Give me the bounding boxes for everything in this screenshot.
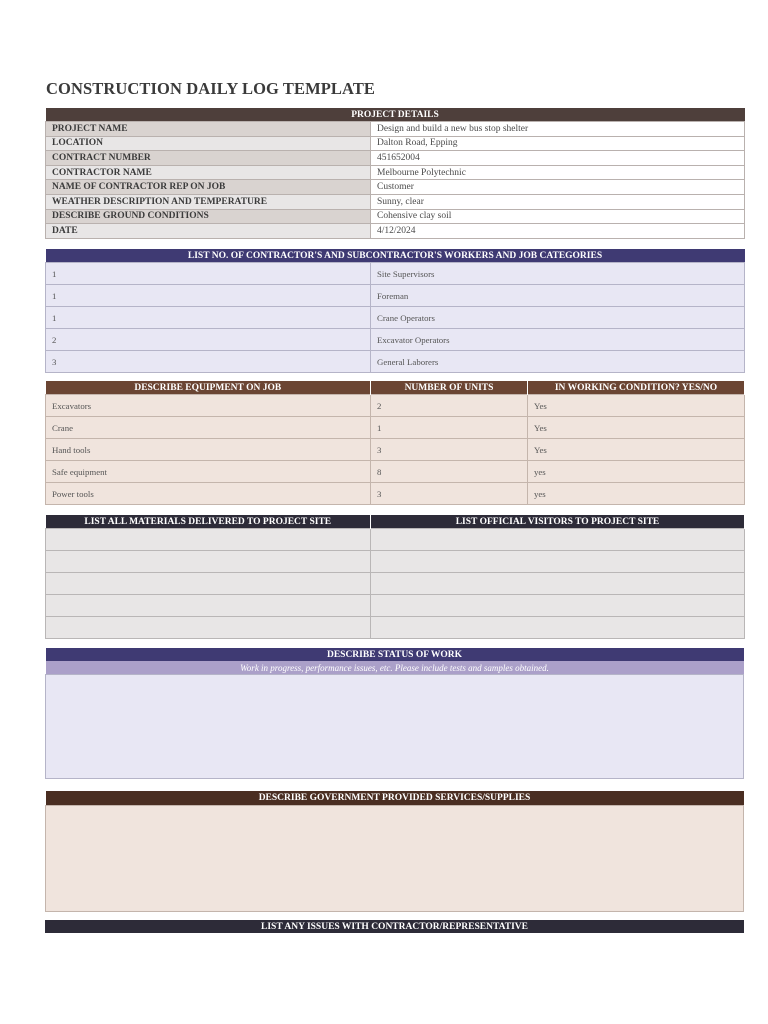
equipment-working[interactable]: Yes [528, 439, 745, 461]
workers-header: LIST NO. OF CONTRACTOR'S AND SUBCONTRACTOR'S WORKERS AND JOB CATEGORIES [46, 249, 745, 263]
government-header: DESCRIBE GOVERNMENT PROVIDED SERVICES/SUPPLIES [46, 791, 744, 806]
project-value[interactable]: Customer [371, 180, 745, 195]
project-label: PROJECT NAME [46, 122, 371, 137]
equipment-units[interactable]: 3 [371, 439, 528, 461]
worker-count[interactable]: 1 [46, 263, 371, 285]
equipment-units[interactable]: 8 [371, 461, 528, 483]
workers-row [46, 285, 745, 307]
project-row [46, 165, 745, 180]
visitor-cell[interactable] [371, 617, 745, 639]
project-row [46, 224, 745, 239]
project-row [46, 180, 745, 195]
materials-row [46, 529, 745, 551]
equipment-header-units: NUMBER OF UNITS [371, 381, 528, 395]
equipment-name[interactable]: Crane [46, 417, 371, 439]
project-row [46, 209, 745, 224]
equipment-row [46, 417, 745, 439]
worker-category[interactable]: Excavator Operators [371, 329, 745, 351]
equipment-row [46, 395, 745, 417]
project-value[interactable]: Design and build a new bus stop shelter [371, 122, 745, 137]
workers-row [46, 329, 745, 351]
project-label: DESCRIBE GROUND CONDITIONS [46, 209, 371, 224]
workers-row [46, 351, 745, 373]
materials-row [46, 551, 745, 573]
project-label: NAME OF CONTRACTOR REP ON JOB [46, 180, 371, 195]
worker-category[interactable]: Crane Operators [371, 307, 745, 329]
equipment-row [46, 461, 745, 483]
project-value[interactable]: Dalton Road, Epping [371, 136, 745, 151]
worker-category[interactable]: Foreman [371, 285, 745, 307]
project-details-table [45, 108, 745, 239]
equipment-working[interactable]: Yes [528, 417, 745, 439]
material-cell[interactable] [46, 617, 371, 639]
materials-header: LIST ALL MATERIALS DELIVERED TO PROJECT SITE [46, 515, 371, 529]
equipment-working[interactable]: yes [528, 461, 745, 483]
equipment-units[interactable]: 2 [371, 395, 528, 417]
equipment-header-name: DESCRIBE EQUIPMENT ON JOB [46, 381, 371, 395]
project-label: DATE [46, 224, 371, 239]
material-cell[interactable] [46, 595, 371, 617]
materials-row [46, 617, 745, 639]
project-details-header: PROJECT DETAILS [46, 108, 745, 122]
status-of-work-table [45, 648, 744, 779]
equipment-name[interactable]: Excavators [46, 395, 371, 417]
equipment-name[interactable]: Power tools [46, 483, 371, 505]
project-value[interactable]: 451652004 [371, 151, 745, 166]
equipment-header-working: IN WORKING CONDITION? YES/NO [528, 381, 745, 395]
equipment-name[interactable]: Safe equipment [46, 461, 371, 483]
equipment-working[interactable]: Yes [528, 395, 745, 417]
worker-count[interactable]: 3 [46, 351, 371, 373]
visitor-cell[interactable] [371, 573, 745, 595]
worker-category[interactable]: Site Supervisors [371, 263, 745, 285]
worker-count[interactable]: 1 [46, 285, 371, 307]
equipment-units[interactable]: 3 [371, 483, 528, 505]
workers-table [45, 249, 745, 373]
status-text-area[interactable] [46, 675, 744, 779]
project-row [46, 122, 745, 137]
equipment-table [45, 381, 745, 505]
project-value[interactable]: Melbourne Polytechnic [371, 165, 745, 180]
visitor-cell[interactable] [371, 595, 745, 617]
document-title: CONSTRUCTION DAILY LOG TEMPLATE [46, 79, 376, 98]
workers-row [46, 307, 745, 329]
worker-count[interactable]: 2 [46, 329, 371, 351]
visitor-cell[interactable] [371, 551, 745, 573]
materials-visitors-table [45, 515, 745, 639]
equipment-name[interactable]: Hand tools [46, 439, 371, 461]
issues-table [45, 920, 744, 933]
government-text-area[interactable] [46, 806, 744, 912]
materials-row [46, 573, 745, 595]
material-cell[interactable] [46, 529, 371, 551]
project-value[interactable]: 4/12/2024 [371, 224, 745, 239]
project-label: WEATHER DESCRIPTION AND TEMPERATURE [46, 194, 371, 209]
equipment-units[interactable]: 1 [371, 417, 528, 439]
worker-count[interactable]: 1 [46, 307, 371, 329]
equipment-row [46, 483, 745, 505]
material-cell[interactable] [46, 551, 371, 573]
equipment-row [46, 439, 745, 461]
project-label: LOCATION [46, 136, 371, 151]
project-label: CONTRACTOR NAME [46, 165, 371, 180]
status-instructions: Work in progress, performance issues, etc. Please include tests and samples obtained. [46, 661, 744, 675]
material-cell[interactable] [46, 573, 371, 595]
visitors-header: LIST OFFICIAL VISITORS TO PROJECT SITE [371, 515, 745, 529]
worker-category[interactable]: General Laborers [371, 351, 745, 373]
project-label: CONTRACT NUMBER [46, 151, 371, 166]
project-value[interactable]: Sunny, clear [371, 194, 745, 209]
workers-row [46, 263, 745, 285]
project-row [46, 151, 745, 166]
issues-header: LIST ANY ISSUES WITH CONTRACTOR/REPRESENTATIVE [45, 920, 744, 933]
project-value[interactable]: Cohensive clay soil [371, 209, 745, 224]
equipment-working[interactable]: yes [528, 483, 745, 505]
project-row [46, 136, 745, 151]
project-row [46, 194, 745, 209]
government-services-table [45, 791, 744, 912]
visitor-cell[interactable] [371, 529, 745, 551]
materials-row [46, 595, 745, 617]
status-header: DESCRIBE STATUS OF WORK [46, 648, 744, 661]
